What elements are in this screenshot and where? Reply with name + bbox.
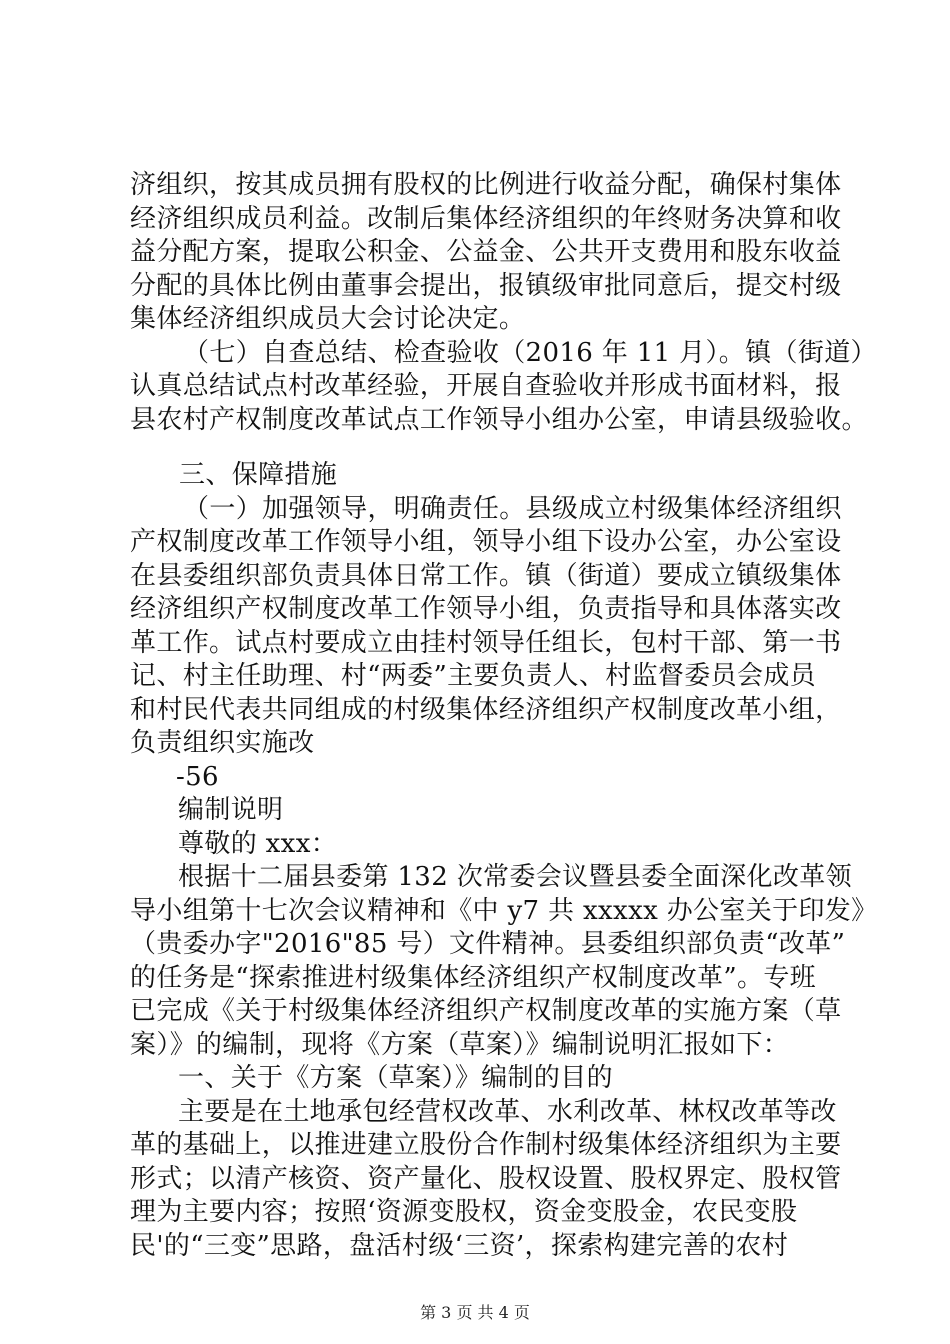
section-heading: 编制说明 (178, 795, 284, 825)
paragraph-line: 主要是在土地承包经营权改革、水利改革、林权改革等改 (178, 1096, 837, 1127)
page-number-inline: -56 (176, 761, 219, 792)
paragraph-line: 认真总结试点村改革经验，开展自查验收并形成书面材料，报 (130, 371, 842, 401)
paragraph-line: 已完成《关于村级集体经济组织产权制度改革的实施方案（草 (130, 996, 842, 1026)
page-footer: 第 3 页 共 4 页 (420, 1302, 530, 1322)
salutation: 尊敬的 xxx： (178, 828, 338, 859)
paragraph-line: 革的基础上，以推进建立股份合作制村级集体经济组织为主要 (130, 1130, 842, 1160)
paragraph-line: 和村民代表共同组成的村级集体经济组织产权制度改革小组， (130, 694, 842, 725)
paragraph-line: 经济组织产权制度改革工作领导小组，负责指导和具体落实改 (130, 594, 842, 624)
paragraph-line: （贵委办字"2016"85 号）文件精神。县委组织部负责“改革” (130, 929, 846, 959)
paragraph-line: 案）》的编制，现将《方案（草案）》编制说明汇报如下： (130, 1029, 790, 1060)
paragraph-line: 产权制度改革工作领导小组，领导小组下设办公室，办公室设 (130, 527, 842, 557)
paragraph-line: （一）加强领导，明确责任。县级成立村级集体经济组织 (183, 493, 842, 524)
paragraph-line: 集体经济组织成员大会讨论决定。 (130, 304, 526, 334)
paragraph-line: 的任务是“探索推进村级集体经济组织产权制度改革”。专班 (130, 962, 817, 993)
paragraph-line: 负责组织实施改 (130, 728, 315, 758)
paragraph-line: 在县委组织部负责具体日常工作。镇（街道）要成立镇级集体 (130, 560, 842, 591)
paragraph-line: 记、村主任助理、村“两委”主要负责人、村监督委员会成员 (130, 661, 817, 691)
paragraph-line: 县农村产权制度改革试点工作领导小组办公室，申请县级验收。 (130, 404, 868, 435)
paragraph-line: 理为主要内容；按照‘资源变股权，资金变股金，农民变股 (130, 1197, 798, 1227)
section-heading: 一、关于《方案（草案）》编制的目的 (178, 1063, 613, 1093)
paragraph-line: 形式；以清产核资、资产量化、股权设置、股权界定、股权管 (130, 1163, 842, 1194)
paragraph-line: 民'的“三变”思路，盘活村级‘三资’，探索构建完善的农村 (130, 1230, 789, 1261)
paragraph-line: 导小组第十七次会议精神和《中 y7 共 xxxxx 办公室关于印发》 (130, 895, 878, 926)
paragraph-line: 革工作。试点村要成立由挂村领导任组长，包村干部、第一书 (130, 627, 842, 658)
paragraph-line: 济组织，按其成员拥有股权的比例进行收益分配，确保村集体 (130, 170, 842, 200)
paragraph-line: 根据十二届县委第 132 次常委会议暨县委全面深化改革领 (178, 862, 852, 892)
paragraph-line: （七）自查总结、检查验收（2016 年 11 月）。镇（街道） (183, 337, 877, 368)
paragraph-line: 经济组织成员利益。改制后集体经济组织的年终财务决算和收 (130, 203, 842, 234)
paragraph-line: 益分配方案，提取公积金、公益金、公共开支费用和股东收益 (130, 237, 842, 267)
paragraph-line: 分配的具体比例由董事会提出，报镇级审批同意后，提交村级 (130, 270, 842, 301)
section-heading: 三、保障措施 (179, 460, 338, 490)
